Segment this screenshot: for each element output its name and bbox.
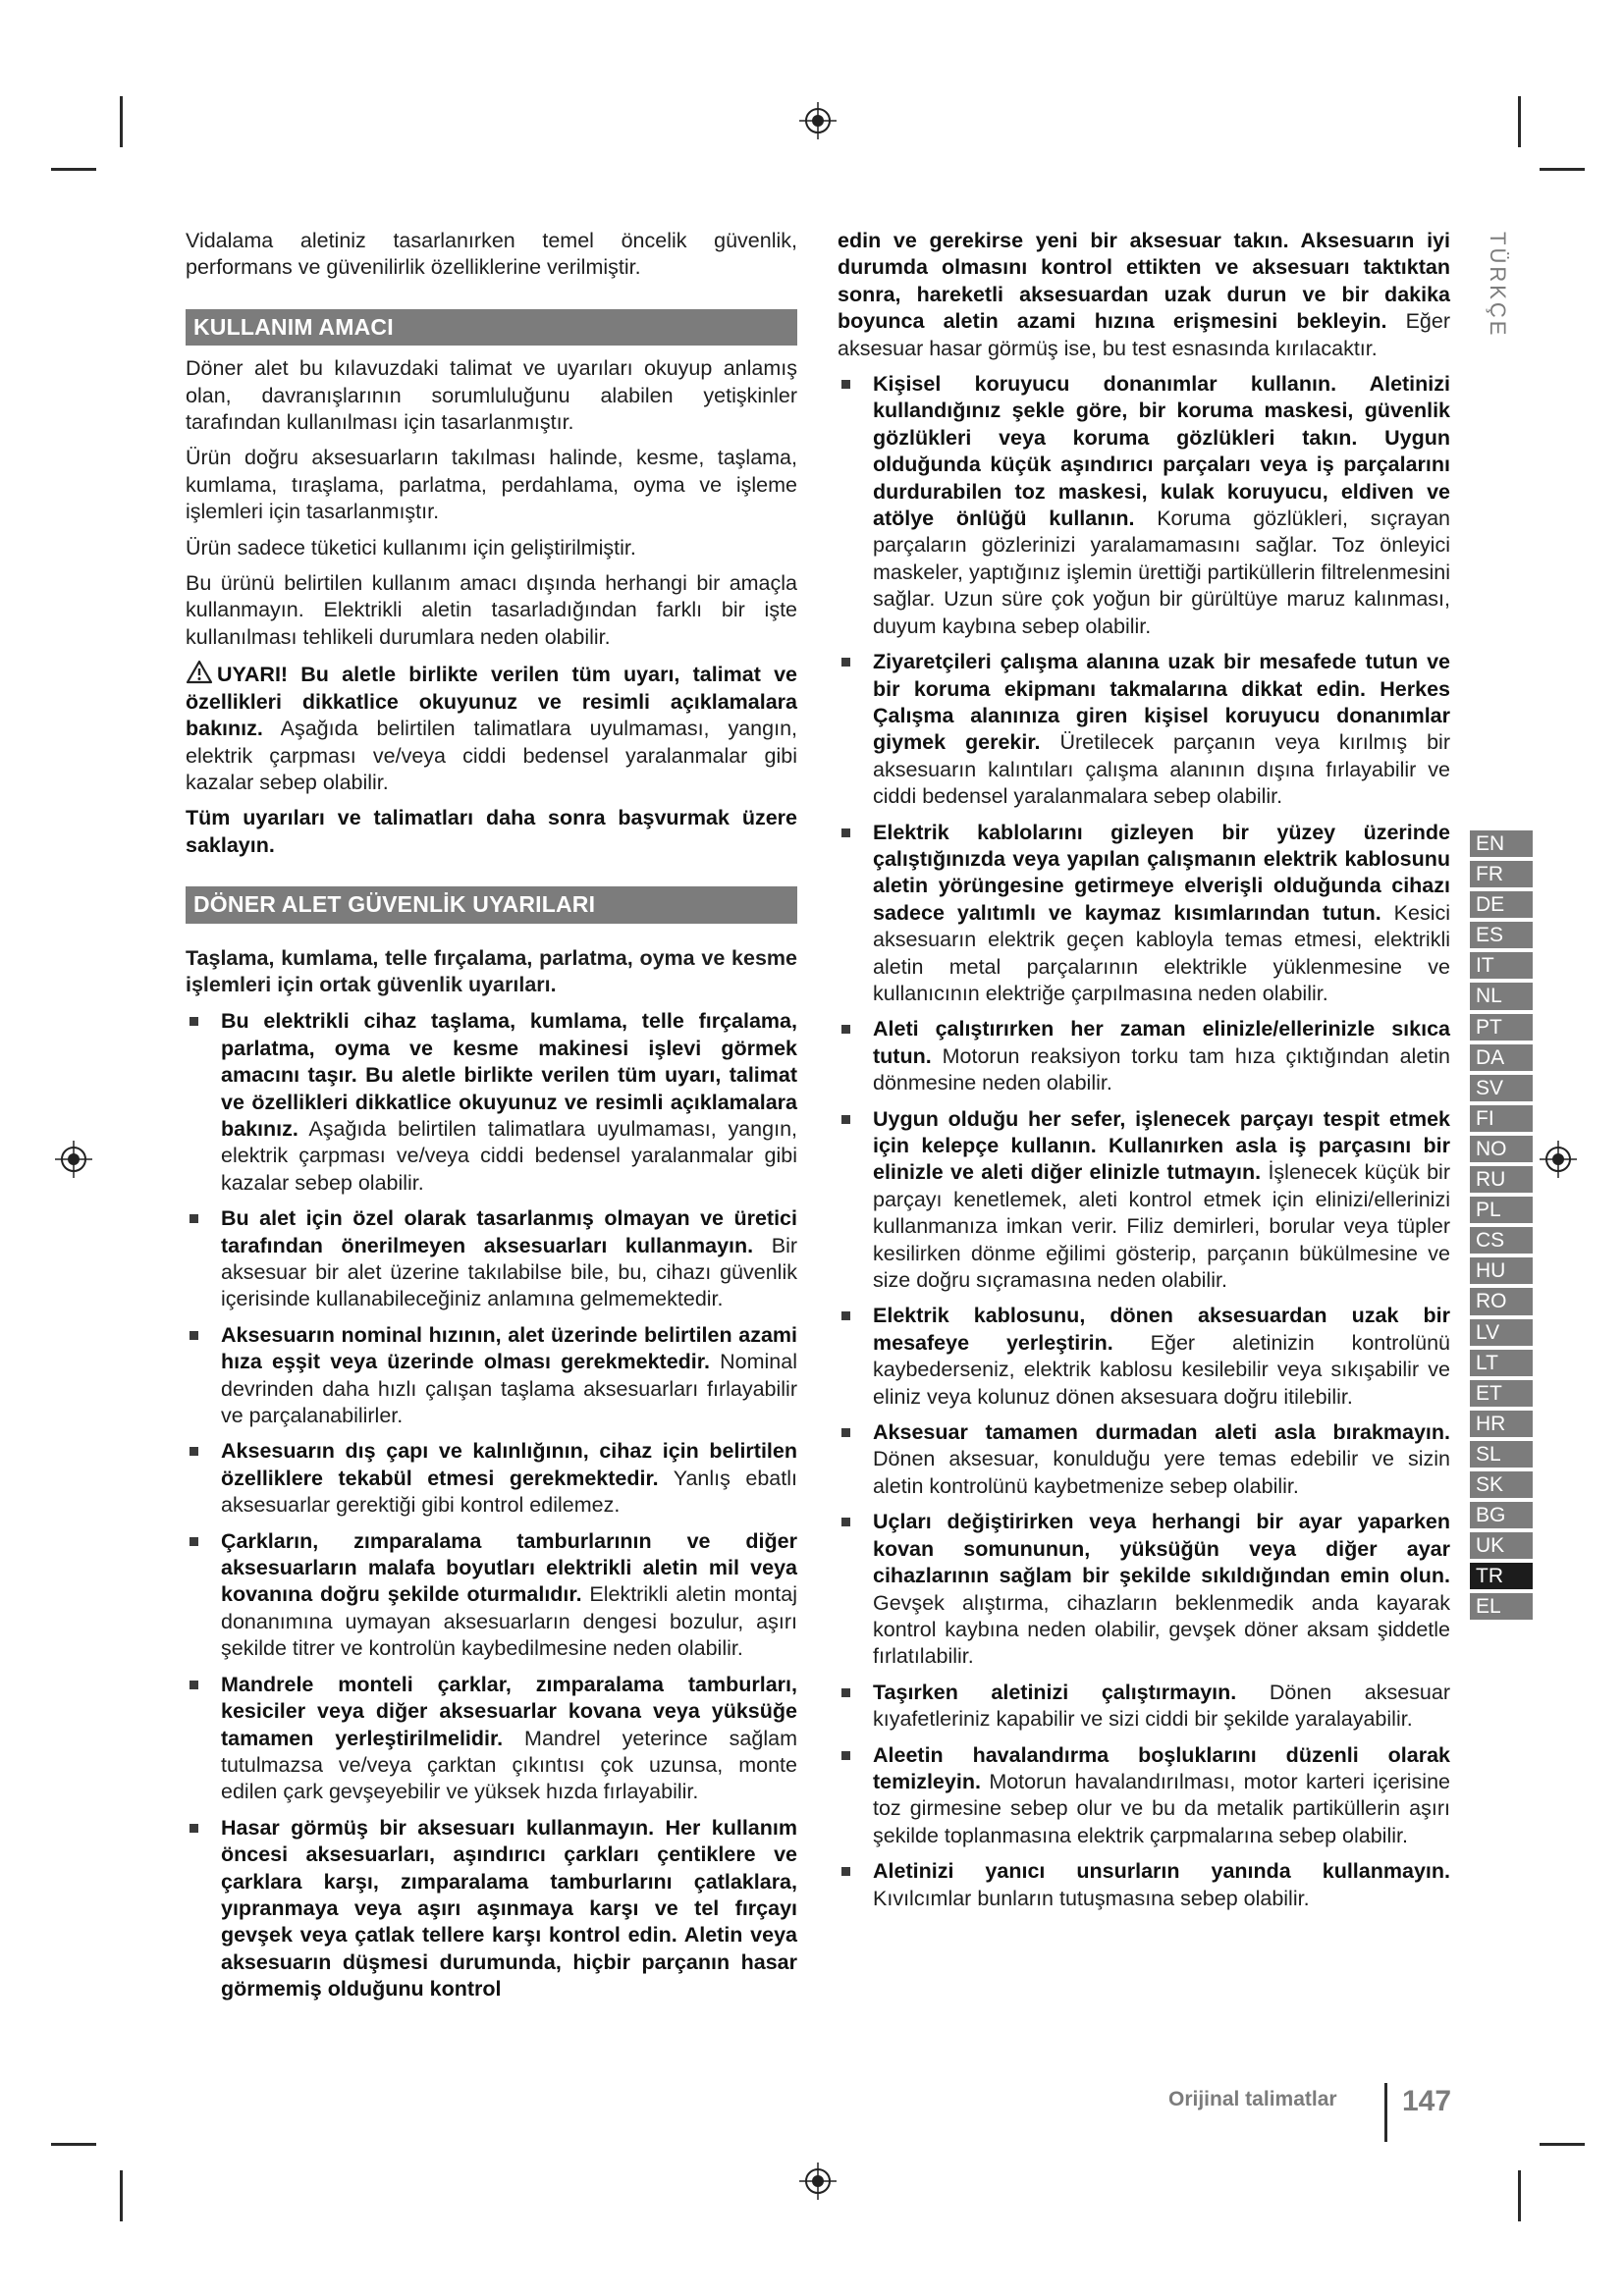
item-bold-text: Taşırken aletinizi çalıştırmayın. xyxy=(873,1680,1237,1704)
language-tab-tr[interactable]: TR xyxy=(1470,1563,1533,1589)
language-tab-pl[interactable]: PL xyxy=(1470,1197,1533,1223)
crop-mark xyxy=(1540,2143,1585,2146)
save-note xyxy=(186,805,797,859)
registration-mark-icon xyxy=(799,102,837,139)
language-tabs xyxy=(1470,830,1533,1624)
list-item xyxy=(838,820,1450,1008)
bullet-icon xyxy=(841,1311,850,1320)
list-item xyxy=(838,1742,1450,1850)
language-tab-ro[interactable]: RO xyxy=(1470,1288,1533,1314)
safety-subheading: Taşlama, kumlama, telle fırçalama, parlatma, oyma ve kesme işlemleri için ortak güvenlik uyarıları. xyxy=(186,945,797,996)
bullet-icon xyxy=(841,1867,850,1876)
list-item xyxy=(838,1858,1450,1912)
item-text: Motorun reaksiyon torku tam hıza çıktığından aletin dönmesine neden olabilir. xyxy=(873,1043,1450,1095)
item-bold-text: Aleti çalıştırırken her zaman elinizle/ellerinizle sıkıca tutun. xyxy=(873,1017,1450,1068)
bullet-icon xyxy=(841,658,850,667)
item-bold-text: Aletinizi yanıcı unsurların yanında kullanmayın. xyxy=(873,1859,1450,1884)
language-tab-no[interactable]: NO xyxy=(1470,1136,1533,1162)
item-bold-text: Uçları değiştirirken veya herhangi bir ayar yaparken kovan somununun, yüksüğün veya diğer ayar cihazlarının sağlam bir şekilde sıkıldığından emin olun. xyxy=(873,1510,1450,1588)
crop-mark xyxy=(1518,96,1521,147)
item-text: Nominal devrinden daha hızlı çalışan taşlama aksesuarları fırlayabilir ve parçalanabilirler. xyxy=(221,1350,797,1428)
crop-mark xyxy=(120,96,123,147)
language-tab-sl[interactable]: SL xyxy=(1470,1441,1533,1468)
registration-mark-icon xyxy=(1540,1141,1577,1178)
bullet-icon xyxy=(189,1537,198,1546)
item-text: Üretilecek parçanın veya kırılmış bir aksesuarın kalıntıları çalışma alanının dışına fırlayabilir ve ciddi bedensel yaralanmalara sebep olabilir. xyxy=(873,730,1450,809)
body-paragraph: Döner alet bu kılavuzdaki talimat ve uyarıları okuyup anlamış olan, davranışlarının sorumluluğunu alabilen yetişkinler tarafından kullanılması için tasarlanmıştır. xyxy=(186,356,797,435)
item-text: Kesici aksesuarın elektrik geçen kabloyla temas etmesi, elektrikli aletin metal parçalarının elektrikle yüklenmesine ve kullanıcının elektriğe çarpılmasına neden olabilir. xyxy=(873,900,1450,1005)
item-text: Bir aksesuar bir alet üzerine takılabilse bile, bu, cihazı güvenlik içerisinde kullanabileceğiniz anlamına gelmemektedir. xyxy=(221,1233,798,1311)
bullet-icon xyxy=(189,1824,198,1833)
bullet-icon xyxy=(841,1025,850,1034)
footer-label: Orijinal talimatlar xyxy=(1168,2088,1337,2110)
list-item xyxy=(186,1672,797,1806)
item-text: Eğer aletinizin kontrolünü kaybederseniz, elektrik kablosu kesilebilir veya sıkışabilir ve eliniz veya kolunuz dönen aksesuara doğru itilebilir. xyxy=(873,1330,1450,1409)
bullet-icon xyxy=(189,1447,198,1456)
language-tab-es[interactable]: ES xyxy=(1470,922,1533,948)
list-item xyxy=(838,1016,1450,1096)
item-text: Dönen aksesuar, konulduğu yere temas edebilir ve sizin aletin kontrolünü kaybetmenize sebep olabilir. xyxy=(873,1447,1450,1498)
bullet-icon xyxy=(189,1681,198,1689)
right-bullet-list xyxy=(838,371,1450,1912)
bullet-icon xyxy=(841,380,850,389)
crop-mark xyxy=(120,2170,123,2221)
item-text: Koruma gözlükleri, sıçrayan parçaların gözlerinizi yaralamamasını sağlar. Toz önleyici maskeler, yaptığınız işlemin ürettiği partiküllerin filtrelenmesini sağlar. Uzun süre çok yoğun bir gürültüye maruz kalınması, duyum kaybına sebep olabilir. xyxy=(873,507,1451,638)
continuation-bold-text: edin ve gerekirse yeni bir aksesuar takın. Aksesuarın iyi durumda olmasını kontrol ettikten ve aksesuarı taktıktan sonra, hareketli aksesuardan uzak durun ve bir dakika boyunca aletin azami hızına erişmesini bekleyin. xyxy=(838,229,1450,334)
right-column xyxy=(838,228,1450,1921)
language-tab-hr[interactable]: HR xyxy=(1470,1411,1533,1437)
intro-paragraph: Vidalama aletiniz tasarlanırken temel öncelik güvenlik, performans ve güvenilirlik özelliklerine verilmiştir. xyxy=(186,229,797,280)
list-item xyxy=(186,1008,797,1197)
footer-divider xyxy=(1384,2083,1387,2142)
language-tab-el[interactable]: EL xyxy=(1470,1593,1533,1620)
item-bold-text: Uygun olduğu her sefer, işlenecek parçayı tespit etmek için kelepçe kullanın. Kullanırken asla iş parçasını bir elinizle ve aleti diğer elinizle tutmayın. xyxy=(873,1106,1450,1185)
body-paragraph: Bu ürünü belirtilen kullanım amacı dışında herhangi bir amaçla kullanmayın. Elektrikli aletin tasarladığından farklı bir işte kullanılması tehlikeli durumlara neden olabilir. xyxy=(186,571,797,649)
language-tab-de[interactable]: DE xyxy=(1470,891,1533,918)
crop-mark xyxy=(51,2143,96,2146)
list-item xyxy=(186,1205,797,1313)
item-text: Elektrikli aletin montaj donanımına uymayan aksesuarların dengesi bozulur, aşırı şekilde titrer ve kontrolün kaybedilmesine neden olabilir. xyxy=(221,1582,797,1661)
registration-mark-icon xyxy=(799,2163,837,2200)
crop-mark xyxy=(51,168,96,171)
list-item xyxy=(838,1509,1450,1670)
language-side-title: TÜRKÇE xyxy=(1486,232,1510,339)
section-heading-intended-use: KULLANIM AMACI xyxy=(186,309,797,346)
warning-bold-text: UYARI! Bu aletle birlikte verilen tüm uyarı, talimat ve özellikleri dikkatlice okuyunuz ve resimli açıklamalara bakınız. xyxy=(186,663,797,741)
body-paragraph: Ürün sadece tüketici kullanımı için geliştirilmiştir. xyxy=(186,535,636,560)
bullet-icon xyxy=(189,1214,198,1223)
crop-mark xyxy=(1540,168,1585,171)
list-item xyxy=(186,1322,797,1430)
list-item xyxy=(186,1528,797,1663)
language-tab-da[interactable]: DA xyxy=(1470,1044,1533,1071)
list-item xyxy=(838,371,1450,640)
list-item xyxy=(838,1303,1450,1411)
bullet-icon xyxy=(841,1428,850,1437)
list-item xyxy=(838,1419,1450,1500)
item-text: Dönen aksesuar kıyafetleriniz kapabilir ve sizi ciddi bir şekilde yaralayabilir. xyxy=(873,1680,1450,1732)
item-bold-text: Aksesuar tamamen durmadan aleti asla bırakmayın. xyxy=(873,1420,1450,1445)
list-item xyxy=(186,1815,797,2003)
item-text: Kıvılcımlar bunların tutuşmasına sebep olabilir. xyxy=(873,1886,1310,1910)
language-tab-et[interactable]: ET xyxy=(1470,1380,1533,1407)
registration-mark-icon xyxy=(55,1141,92,1178)
item-bold-text: Aleetin havalandırma boşluklarını düzenli olarak temizleyin. xyxy=(873,1742,1450,1793)
language-tab-sk[interactable]: SK xyxy=(1470,1471,1533,1498)
item-bold-text: Hasar görmüş bir aksesuarı kullanmayın. Her kullanım öncesi aksesuarları, aşındırıcı çarkları çentiklere ve çarklara karşı, zımparalama tamburlarını çatlaklara, yıpranmaya veya aşırı aşınmaya karşı ve tel fırçayı gevşek veya çatlak tellere karşı kontrol edin. Aletin veya aksesuarın düşmesi durumunda, hiçbir parçanın hasar görmemiş olduğunu kontrol xyxy=(221,1815,797,2002)
list-item xyxy=(838,649,1450,810)
warning-paragraph xyxy=(186,660,797,796)
item-bold-text: Aksesuarın dış çapı ve kalınlığının, cihaz için belirtilen özelliklere tekabül etmesi gerekmektedir. xyxy=(221,1439,797,1490)
warning-text: Aşağıda belirtilen talimatlara uyulmaması, yangın, elektrik çarpması ve/veya ciddi bedensel yaralanmalar gibi kazalar sebep olabilir. xyxy=(186,717,797,794)
item-bold-text: Bu elektrikli cihaz taşlama, kumlama, telle fırçalama, parlatma, oyma ve kesme makinesi işlevi görmek amacını taşır. Bu aletle birlikte verilen tüm uyarı, talimat ve özellikleri dikkatlice okuyunuz ve resimli açıklamalara bakınız. xyxy=(221,1009,797,1141)
item-bold-text: Elektrik kablolarını gizleyen bir yüzey üzerinde çalıştığınızda veya yapılan çalışmanın elektrik kablosunu aletin yörüngesine getirmeye elverişli olduğunda cihazı sadece yalıtımlı ve kaymaz kısımlarından tutun. xyxy=(873,820,1450,925)
item-bold-text: Kişisel koruyucu donanımlar kullanın. Aletinizi kullandığınız şekle göre, bir koruma maskesi, güvenlik gözlükleri veya koruma gözlükleri takın. Uygun olduğunda küçük aşındırıcı parçaları veya iş parçalarını durdurabilen toz maskesi, kulak koruyucu, eldiven ve atölye önlüğü kullanın. xyxy=(873,372,1450,531)
language-tab-pt[interactable]: PT xyxy=(1470,1014,1533,1041)
item-text: İşlenecek küçük bir parçayı kenetlemek, aleti kontrol etmek için elinizi/ellerinizi kullanmanıza imkan verir. Filiz demirleri, borular veya tüpler kesilirken dönme eğilimi gösterip, parçanın bükülmesine ve size doğru sıçramasına neden olabilir. xyxy=(873,1160,1450,1293)
language-tab-it[interactable]: IT xyxy=(1470,952,1533,979)
list-item xyxy=(186,1438,797,1519)
item-bold-text: Ziyaretçileri çalışma alanına uzak bir mesafede tutun ve bir koruma ekipmanı takmalarına dikkat edin. Herkes Çalışma alanınıza giren kişisel koruyucu donanımlar giymek gerekir. xyxy=(873,650,1450,755)
continuation-paragraph xyxy=(838,228,1450,362)
item-text: Gevşek alıştırma, cihazların beklenmedik anda kayarak kontrol kaybına neden olabilir, gevşek döner aksam şiddetle fırlatılabilir. xyxy=(873,1590,1450,1669)
language-tab-uk[interactable]: UK xyxy=(1470,1532,1533,1559)
item-text: Yanlış ebatlı aksesuarlar gerektiği gibi kontrol edilemez. xyxy=(221,1466,797,1518)
language-tab-lt[interactable]: LT xyxy=(1470,1350,1533,1376)
item-bold-text: Bu alet için özel olarak tasarlanmış olmayan ve üretici tarafından önerilmeyen aksesuarları kullanmayın. xyxy=(221,1206,797,1257)
bullet-icon xyxy=(841,1688,850,1697)
language-tab-ru[interactable]: RU xyxy=(1470,1166,1533,1193)
item-bold-text: Aksesuarın nominal hızının, alet üzerinde belirtilen azami hıza eşşit veya üzerinde olması gerekmektedir. xyxy=(221,1322,797,1374)
item-text: Motorun havalandırılması, motor karteri içerisine toz girmesine sebep olur ve bu da metalik partiküllerin aşırı şekilde toplanmasına elektrik çarpmalarına sebep olabilir. xyxy=(873,1769,1450,1847)
crop-mark xyxy=(1518,2170,1521,2221)
language-tab-bg[interactable]: BG xyxy=(1470,1502,1533,1528)
left-bullet-list xyxy=(186,1008,797,2002)
language-tab-sv[interactable]: SV xyxy=(1470,1075,1533,1101)
bullet-icon xyxy=(841,1518,850,1526)
bullet-icon xyxy=(841,1751,850,1760)
bullet-icon xyxy=(841,1115,850,1124)
section-heading-safety-warnings: DÖNER ALET GÜVENLİK UYARILARI xyxy=(186,886,797,923)
language-tab-cs[interactable]: CS xyxy=(1470,1227,1533,1254)
language-tab-fr[interactable]: FR xyxy=(1470,861,1533,887)
item-text: Aşağıda belirtilen talimatlara uyulmaması, yangın, elektrik çarpması ve/veya ciddi bedensel yaralanmalar gibi kazalar sebep olabilir. xyxy=(221,1116,797,1195)
language-tab-en[interactable]: EN xyxy=(1470,830,1533,857)
left-column xyxy=(186,228,797,2012)
language-tab-fi[interactable]: FI xyxy=(1470,1105,1533,1132)
list-item xyxy=(838,1106,1450,1295)
save-note-text: Tüm uyarıları ve talimatları daha sonra başvurmak üzere saklayın. xyxy=(186,806,797,857)
continuation-text: Eğer aksesuar hasar görmüş ise, bu test esnasında kırılacaktır. xyxy=(838,309,1450,360)
language-tab-lv[interactable]: LV xyxy=(1470,1319,1533,1346)
body-paragraph: Ürün doğru aksesuarların takılması halinde, kesme, taşlama, kumlama, tıraşlama, parlatma, perdahlama, oyma ve işleme işlemleri için tasarlanmıştır. xyxy=(186,446,797,524)
bullet-icon xyxy=(189,1331,198,1340)
item-bold-text: Elektrik kablosunu, dönen aksesuardan uzak bir mesafeye yerleştirin. xyxy=(873,1304,1450,1355)
item-bold-text: Çarkların, zımparalama tamburlarının ve diğer aksesuarların malafa boyutları elektrikli aletin mil veya kovanına doğru şekilde oturmalıdır. xyxy=(221,1528,797,1607)
language-tab-nl[interactable]: NL xyxy=(1470,983,1533,1009)
warning-triangle-icon xyxy=(186,660,213,684)
item-bold-text: Mandrele monteli çarklar, zımparalama tamburları, kesiciler veya diğer aksesuarlar kovana veya yüksüğe tamamen yerleştirilmelidir. xyxy=(221,1672,797,1750)
item-text: Mandrel yeterince sağlam tutulmazsa ve/veya çarktan çıkıntısı çok uzunsa, monte edilen çark gevşeyebilir ve yüksek hızda fırlayabilir. xyxy=(221,1726,797,1804)
language-tab-hu[interactable]: HU xyxy=(1470,1257,1533,1284)
bullet-icon xyxy=(841,828,850,837)
page-number: 147 xyxy=(1402,2085,1452,2117)
list-item xyxy=(838,1680,1450,1734)
bullet-icon xyxy=(189,1017,198,1026)
